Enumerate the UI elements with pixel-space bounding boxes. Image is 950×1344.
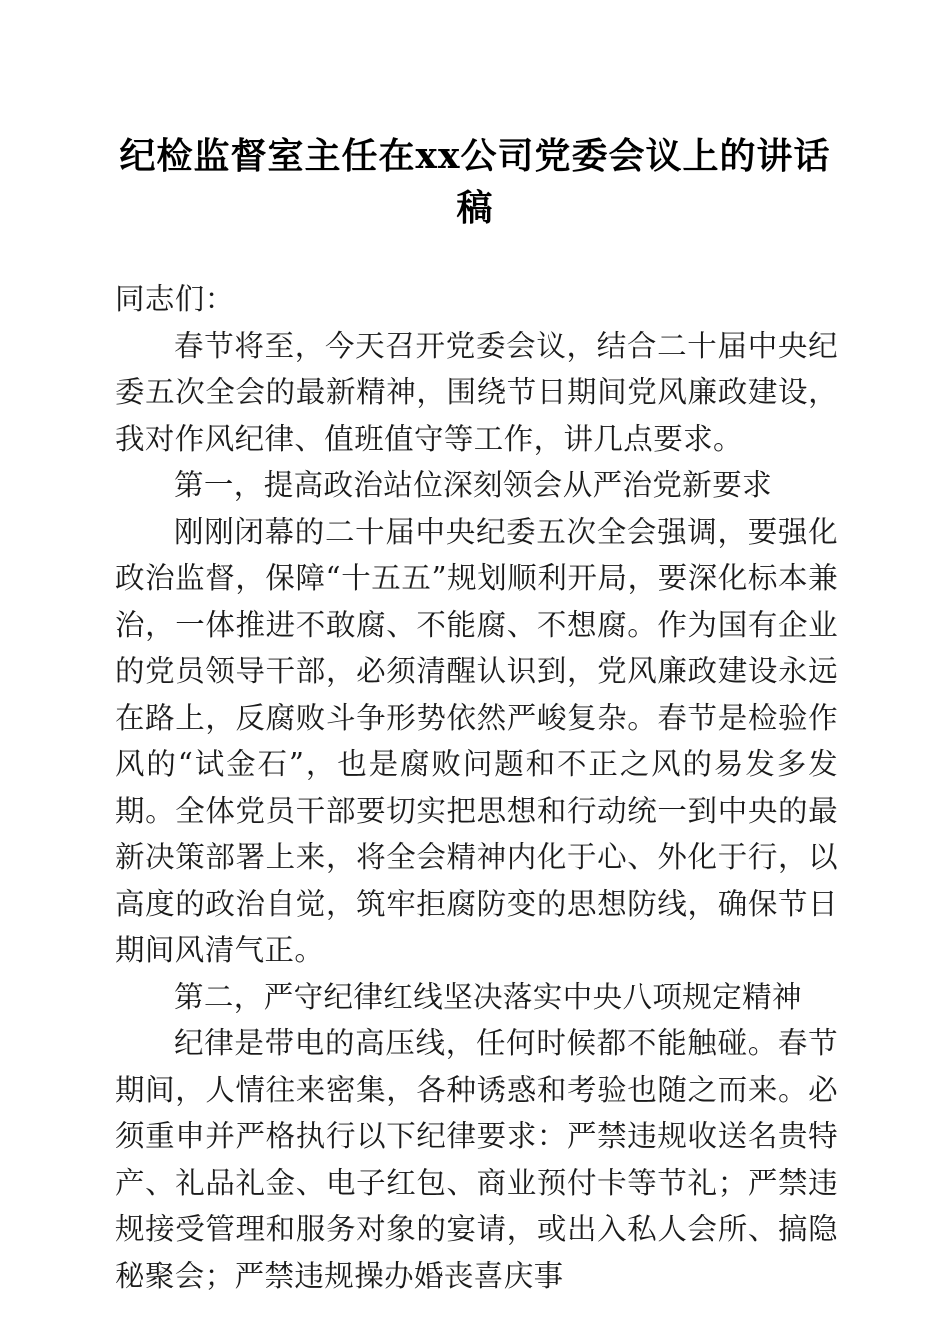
paragraph-section-1: 刚刚闭幕的二十届中央纪委五次全会强调，要强化政治监督，保障“十五五”规划顺利开局，要深化标本兼治，一体推进不敢腐、不能腐、不想腐。作为国有企业的党员领导干部，必须清醒认识到，党风廉政建设永远在路上，反腐败斗争形势依然严峻复杂。春节是检验作风的“试金石”，也是腐败问题和不正之风的易发多发期。全体党员干部要切实把思想和行动统一到中央的最新决策部署上来，将全会精神内化于心、外化于行，以高度的政治自觉，筑牢拒腐防变的思想防线，确保节日期间风清气正。 bbox=[115, 514, 838, 967]
section-heading-1: 第一，提高政治站位深刻领会从严治党新要求 bbox=[174, 468, 773, 502]
paragraph-section-2: 纪律是带电的高压线，任何时候都不能触碰。春节期间，人情往来密集，各种诱惑和考验也随之而来。必须重申并严格执行以下纪律要求：严禁违规收送名贵特产、礼品礼金、电子红包、商业预付卡等节礼；严禁违规接受管理和服务对象的宴请，或出入私人会所、搞隐秘聚会；严禁违规操办婚丧喜庆事 bbox=[115, 1026, 838, 1293]
page-title: 纪检监督室主任在xx公司党委会议上的讲话稿 bbox=[119, 135, 831, 229]
section-heading-2: 第二，严守纪律红线坚决落实中央八项规定精神 bbox=[174, 979, 802, 1014]
paragraph-intro: 春节将至，今天召开党委会议，结合二十届中央纪委五次全会的最新精神，围绕节日期间党风廉政建设，我对作风纪律、值班值守等工作，讲几点要求。 bbox=[115, 328, 838, 456]
salutation: 同志们： bbox=[115, 282, 235, 316]
document-body bbox=[115, 276, 838, 1299]
